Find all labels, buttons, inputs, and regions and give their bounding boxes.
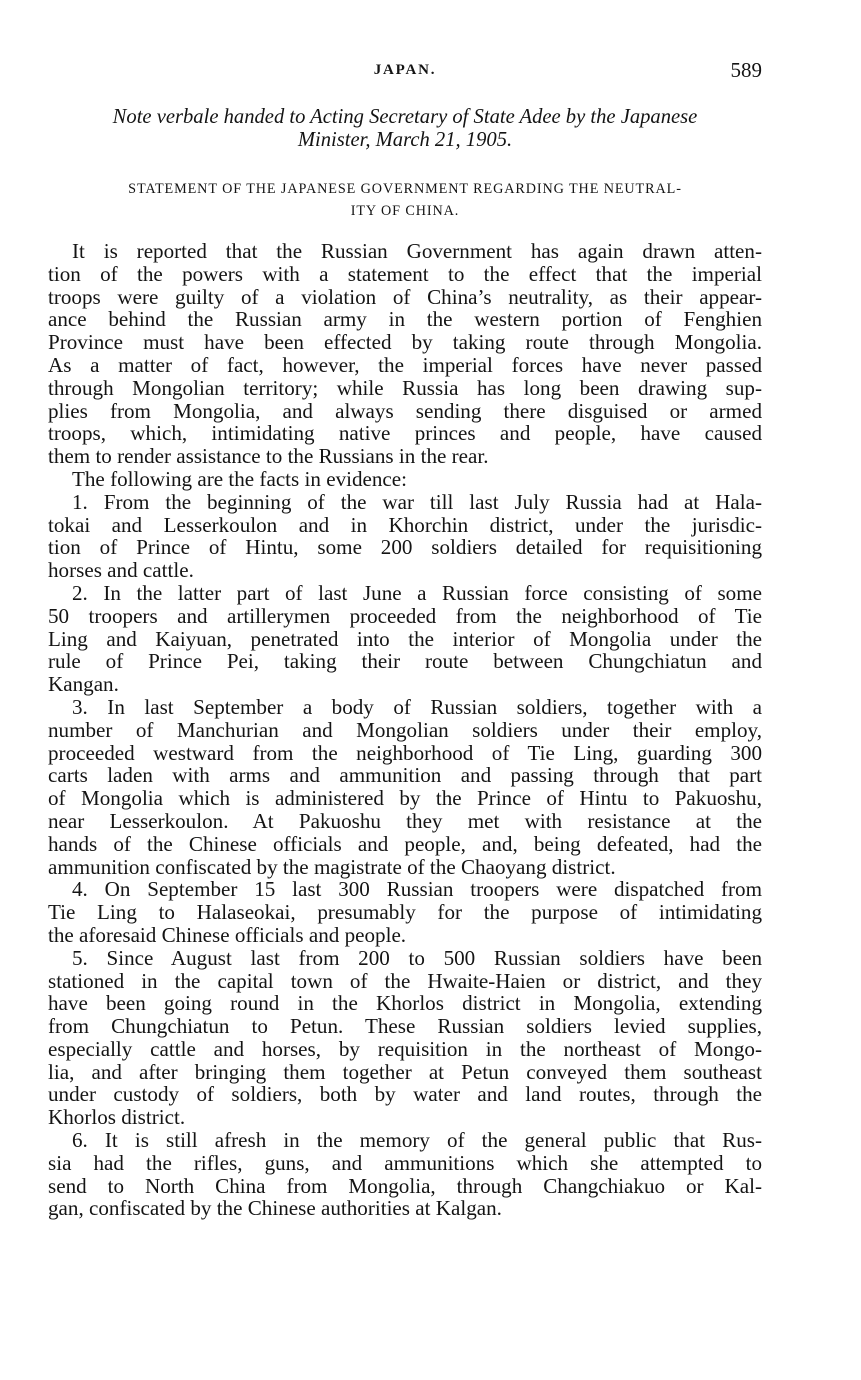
text-line: especially cattle and horses, by requisition in the northeast of Mongo- (48, 1036, 762, 1061)
body-text (48, 240, 762, 1220)
text-line: ance behind the Russian army in the western portion of Fenghien (48, 307, 762, 332)
statement-heading-line: ITY OF CHINA. (350, 203, 460, 219)
text-line: 50 troopers and artillerymen proceeded from the neighborhood of Tie (48, 603, 762, 628)
text-line: 4. On September 15 last 300 Russian troopers were dispatched from (72, 877, 762, 902)
statement-heading (48, 178, 762, 222)
text-line: rule of Prince Pei, taking their route between Chungchiatun and (48, 649, 762, 674)
text-line: tion of Prince of Hintu, some 200 soldiers detailed for requisitioning (48, 535, 762, 560)
text-line: proceeded westward from the neighborhood of Tie Ling, guarding 300 (48, 740, 762, 765)
text-line: ammunition confiscated by the magistrate of the Chaoyang district. (48, 854, 616, 879)
text-line: tokai and Lesserkoulon and in Khorchin district, under the jurisdic- (48, 512, 762, 537)
text-line: 6. It is still afresh in the memory of the general public that Rus- (72, 1128, 762, 1153)
text-line: As a matter of fact, however, the imperial forces have never passed (48, 352, 762, 377)
text-line: number of Manchurian and Mongolian soldiers under their employ, (48, 717, 762, 742)
text-line: 2. In the latter part of last June a Russian force consisting of some (72, 580, 762, 605)
text-line: them to render assistance to the Russians in the rear. (48, 444, 489, 469)
paragraph-fact-6 (48, 1129, 762, 1220)
running-header (48, 58, 762, 88)
text-line: of Mongolia which is administered by the Prince of Hintu to Pakuoshu, (48, 786, 762, 811)
text-line: stationed in the capital town of the Hwaite-Haien or district, and they (48, 968, 762, 993)
text-line: through Mongolian territory; while Russia has long been drawing sup- (48, 375, 762, 400)
text-line: hands of the Chinese officials and people, and, being defeated, had the (48, 831, 762, 856)
text-line: The following are the facts in evidence: (72, 466, 408, 491)
text-line: Tie Ling to Halaseokai, presumably for the purpose of intimidating (48, 900, 762, 925)
text-line: troops were guilty of a violation of China’s neutrality, as their appear- (48, 284, 762, 309)
paragraph-facts-intro (48, 468, 762, 491)
text-line: Kangan. (48, 672, 119, 697)
text-line: the aforesaid Chinese officials and people. (48, 922, 407, 947)
note-heading-line: Note verbale handed to Acting Secretary of State Adee by the Japanese (112, 106, 698, 128)
text-line: 5. Since August last from 200 to 500 Russian soldiers have been (72, 945, 762, 970)
text-line: have been going round in the Khorlos district in Mongolia, extending (48, 991, 762, 1016)
paragraph-introduction (48, 240, 762, 468)
note-heading (48, 106, 762, 152)
page-number: 589 (730, 58, 762, 82)
text-line: troops, which, intimidating native princes and people, have caused (48, 421, 762, 446)
paragraph-fact-5 (48, 947, 762, 1129)
text-line: plies from Mongolia, and always sending there disguised or armed (48, 398, 762, 423)
text-line: It is reported that the Russian Government has again drawn atten- (72, 239, 762, 263)
text-line: gan, confiscated by the Chinese authorities at Kalgan. (48, 1196, 502, 1221)
text-line: under custody of soldiers, both by water and land routes, through the (48, 1082, 762, 1107)
paragraph-fact-2 (48, 582, 762, 696)
paragraph-fact-1 (48, 491, 762, 582)
text-line: sia had the rifles, guns, and ammunitions which she attempted to (48, 1150, 762, 1175)
note-heading-line: Minister, March 21, 1905. (297, 129, 513, 151)
paragraph-fact-3 (48, 696, 762, 878)
paragraph-fact-4 (48, 878, 762, 946)
text-line: horses and cattle. (48, 558, 194, 583)
text-line: Khorlos district. (48, 1105, 186, 1130)
text-line: send to North China from Mongolia, through Changchiakuo or Kal- (48, 1173, 762, 1198)
text-line: tion of the powers with a statement to the effect that the imperial (48, 261, 762, 286)
text-line: from Chungchiatun to Petun. These Russian soldiers levied supplies, (48, 1014, 762, 1039)
text-line: Province must have been effected by taking route through Mongolia. (48, 330, 762, 355)
running-title: JAPAN. (373, 62, 437, 78)
text-line: carts laden with arms and ammunition and passing through that part (48, 763, 762, 788)
text-line: 3. In last September a body of Russian soldiers, together with a (72, 694, 762, 719)
text-line: lia, and after bringing them together at Petun conveyed them southeast (48, 1059, 762, 1084)
text-line: near Lesserkoulon. At Pakuoshu they met with resistance at the (48, 808, 762, 833)
text-line: 1. From the beginning of the war till last July Russia had at Hala- (72, 489, 762, 514)
statement-heading-line: STATEMENT OF THE JAPANESE GOVERNMENT REGARDING THE NEUTRAL- (128, 181, 682, 197)
text-line: Ling and Kaiyuan, penetrated into the interior of Mongolia under the (48, 626, 762, 651)
